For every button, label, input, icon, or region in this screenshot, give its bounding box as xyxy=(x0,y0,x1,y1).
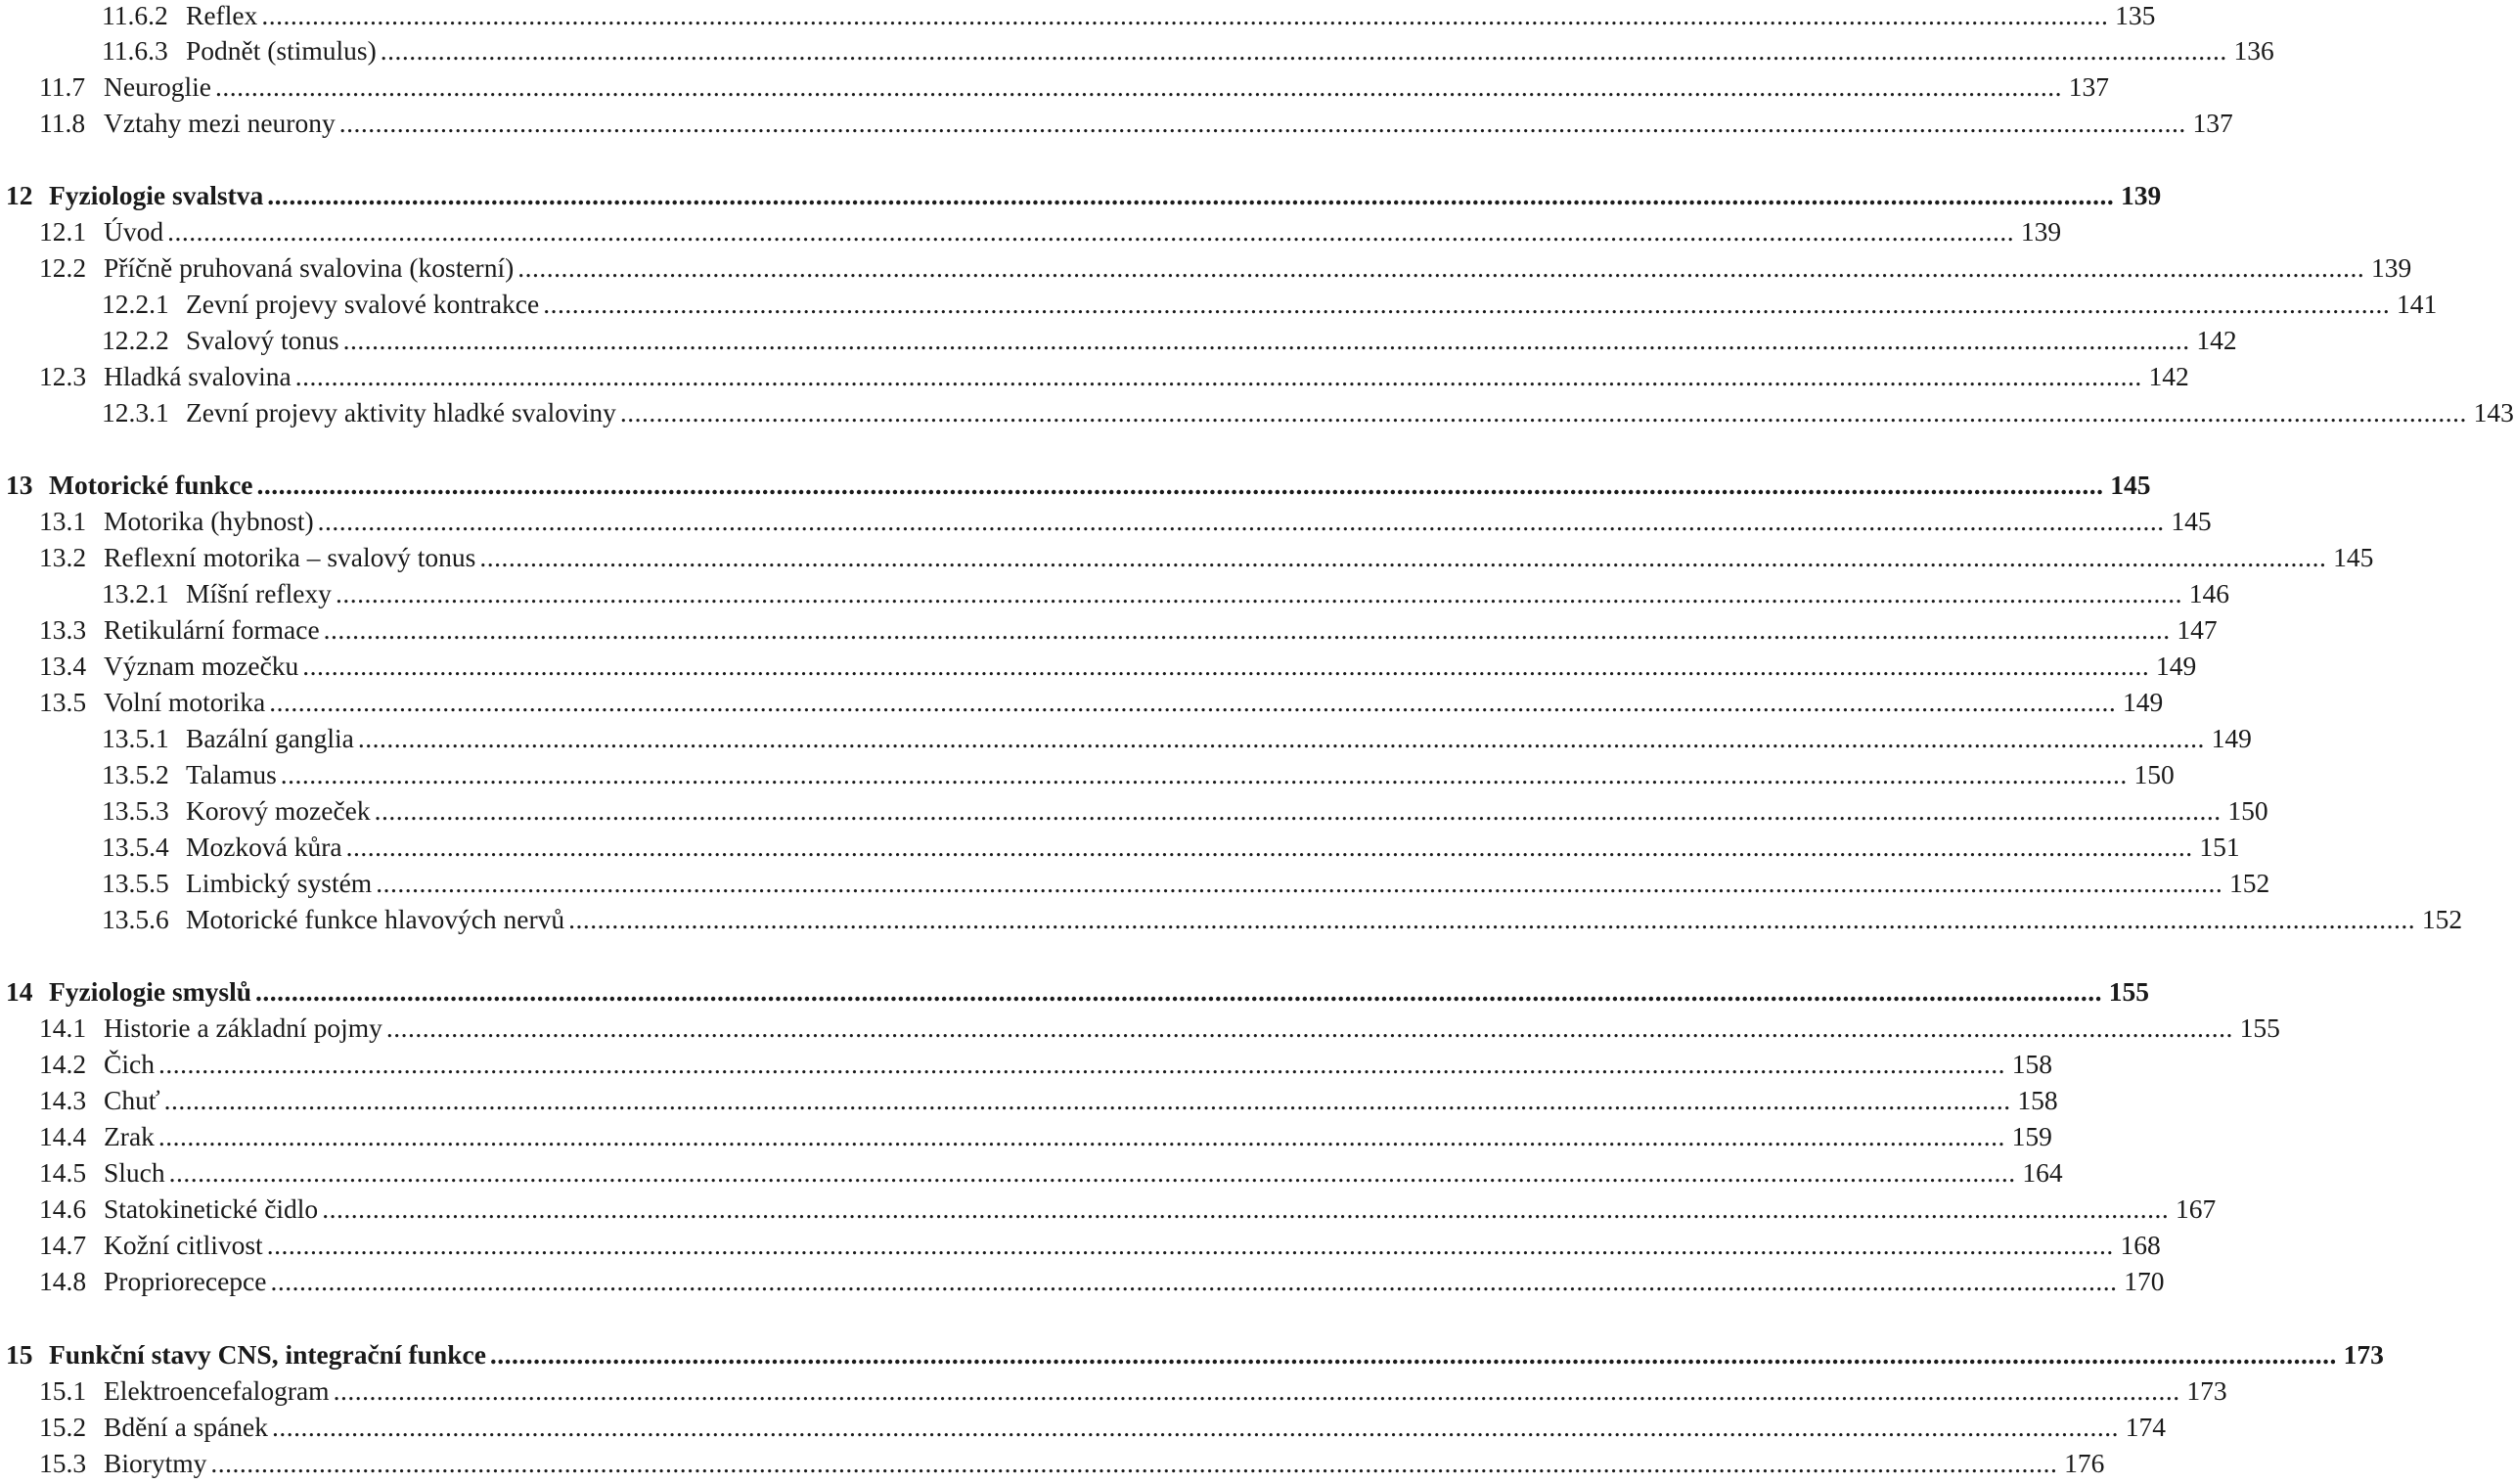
dot-leader xyxy=(255,973,2102,1010)
toc-entry-page: 147 xyxy=(2177,614,2218,645)
toc-section xyxy=(39,213,2062,249)
toc-subsection xyxy=(102,575,2229,611)
toc-entry-page: 136 xyxy=(2233,35,2274,66)
toc-entry-page: 141 xyxy=(2396,289,2438,319)
toc-entry-page: 170 xyxy=(2124,1266,2165,1296)
toc-entry-page: 149 xyxy=(2211,723,2252,753)
toc-subsection xyxy=(102,829,2240,865)
toc-entry-title: Biorytmy xyxy=(104,1448,207,1478)
toc-entry-page: 174 xyxy=(2125,1412,2167,1442)
toc-entry-page: 155 xyxy=(2239,1012,2280,1043)
toc-entry-title: Neuroglie xyxy=(104,71,211,102)
toc-entry-title: Fyziologie svalstva xyxy=(49,180,264,210)
dot-leader xyxy=(386,1010,2233,1046)
toc-entry-number: 12.2 xyxy=(39,252,87,283)
toc-section xyxy=(39,105,2233,141)
toc-entry-page: 145 xyxy=(2110,470,2151,500)
toc-entry-title: Hladká svalovina xyxy=(104,361,292,391)
toc-entry-number: 12.2.2 xyxy=(102,325,169,355)
toc-entry-title: Bazální ganglia xyxy=(186,723,354,753)
toc-entry-number: 14.6 xyxy=(39,1193,87,1224)
toc-entry-title: Funkční stavy CNS, integrační funkce xyxy=(49,1339,486,1370)
toc-entry-number: 13.2 xyxy=(39,542,87,572)
toc-entry-number: 13.5.4 xyxy=(102,832,169,862)
dot-leader xyxy=(543,286,2390,322)
toc-entry-title: Čich xyxy=(104,1049,155,1079)
toc-entry-title: Talamus xyxy=(186,759,277,789)
toc-entry-title: Sluch xyxy=(104,1157,165,1188)
toc-entry-number: 15 xyxy=(6,1339,33,1370)
dot-leader xyxy=(295,358,2142,394)
toc-section xyxy=(39,648,2197,684)
dot-leader xyxy=(568,901,2415,937)
dot-leader xyxy=(322,1191,2169,1227)
toc-entry-page: 173 xyxy=(2343,1339,2384,1370)
toc-section xyxy=(39,1191,2217,1227)
toc-entry-title: Korový mozeček xyxy=(186,795,371,826)
toc-chapter xyxy=(6,177,2162,213)
toc-entry-page: 152 xyxy=(2421,904,2463,934)
toc-entry-page: 168 xyxy=(2120,1230,2161,1260)
dot-leader xyxy=(334,1372,2180,1409)
toc-entry-page: 139 xyxy=(2120,180,2162,210)
toc-entry-page: 155 xyxy=(2108,976,2150,1007)
toc-entry-number: 12.3.1 xyxy=(102,397,169,427)
toc-entry-number: 13 xyxy=(6,470,33,500)
toc-subsection xyxy=(102,792,2268,829)
toc-entry-number: 14.1 xyxy=(39,1012,87,1043)
dot-leader xyxy=(339,105,2186,141)
dot-leader xyxy=(167,213,2014,249)
dot-leader xyxy=(346,829,2193,865)
toc-subsection xyxy=(102,322,2237,358)
toc-entry-number: 14.2 xyxy=(39,1049,87,1079)
toc-entry-page: 158 xyxy=(2017,1085,2058,1115)
dot-leader xyxy=(257,467,2104,503)
dot-leader xyxy=(267,177,2114,213)
dot-leader xyxy=(490,1336,2337,1372)
toc-subsection xyxy=(102,32,2274,68)
dot-leader xyxy=(267,1227,2114,1263)
toc-entry-page: 149 xyxy=(2156,651,2197,681)
toc-entry-page: 158 xyxy=(2011,1049,2052,1079)
toc-section xyxy=(39,539,2374,575)
dot-leader xyxy=(336,575,2182,611)
toc-entry-number: 11.8 xyxy=(39,108,86,138)
toc-entry-number: 13.5.2 xyxy=(102,759,169,789)
toc-section xyxy=(39,1372,2227,1409)
toc-entry-number: 14.3 xyxy=(39,1085,87,1115)
toc-chapter xyxy=(6,973,2150,1010)
toc-subsection xyxy=(102,865,2270,901)
toc-entry-number: 13.5 xyxy=(39,687,87,717)
toc-entry-title: Úvod xyxy=(104,216,164,247)
toc-entry-page: 152 xyxy=(2228,868,2270,898)
toc-entry-number: 14.7 xyxy=(39,1230,87,1260)
dot-leader xyxy=(158,1046,2005,1082)
toc-entry-page: 143 xyxy=(2473,397,2514,427)
toc-entry-number: 13.1 xyxy=(39,506,87,536)
toc-entry-page: 139 xyxy=(2371,252,2412,283)
dot-leader xyxy=(620,394,2467,430)
toc-entry-title: Motorické funkce xyxy=(49,470,253,500)
toc-section xyxy=(39,358,2189,394)
toc-section xyxy=(39,1010,2280,1046)
toc-entry-title: Mozková kůra xyxy=(186,832,342,862)
toc-entry-title: Bdění a spánek xyxy=(104,1412,269,1442)
toc-subsection xyxy=(102,720,2252,756)
dot-leader xyxy=(281,756,2128,792)
dot-leader xyxy=(169,1154,2016,1191)
toc-entry-page: 173 xyxy=(2186,1375,2227,1406)
toc-entry-page: 149 xyxy=(2123,687,2164,717)
dot-leader xyxy=(358,720,2205,756)
toc-entry-title: Volní motorika xyxy=(104,687,266,717)
toc-entry-number: 14.5 xyxy=(39,1157,87,1188)
toc-entry-title: Statokinetické čidlo xyxy=(104,1193,319,1224)
toc-entry-number: 13.5.1 xyxy=(102,723,169,753)
dot-leader xyxy=(164,1082,2011,1118)
dot-leader xyxy=(343,322,2190,358)
toc-entry-page: 145 xyxy=(2171,506,2212,536)
toc-entry-number: 12.2.1 xyxy=(102,289,169,319)
toc-entry-title: Podnět (stimulus) xyxy=(186,35,377,66)
toc-entry-number: 12 xyxy=(6,180,33,210)
toc-entry-page: 150 xyxy=(2227,795,2268,826)
toc-entry-title: Význam mozečku xyxy=(104,651,299,681)
dot-leader xyxy=(272,1409,2119,1445)
toc-entry-title: Historie a základní pojmy xyxy=(104,1012,382,1043)
toc-chapter xyxy=(6,1336,2384,1372)
dot-leader xyxy=(324,611,2171,648)
toc-section xyxy=(39,68,2109,105)
toc-entry-number: 13.5.3 xyxy=(102,795,169,826)
toc-subsection xyxy=(102,394,2514,430)
toc-entry-page: 137 xyxy=(2192,108,2233,138)
toc-entry-number: 14 xyxy=(6,976,33,1007)
toc-section xyxy=(39,1082,2058,1118)
toc-entry-number: 13.4 xyxy=(39,651,87,681)
dot-leader xyxy=(261,0,2108,33)
toc-entry-number: 11.6.2 xyxy=(102,0,168,30)
toc-entry-title: Propriorecepce xyxy=(104,1266,267,1296)
toc-entry-page: 142 xyxy=(2148,361,2189,391)
toc-entry-title: Motorické funkce hlavových nervů xyxy=(186,904,565,934)
toc-section xyxy=(39,611,2218,648)
dot-leader xyxy=(210,1445,2057,1481)
dot-leader xyxy=(270,1263,2117,1299)
toc-entry-title: Reflexní motorika – svalový tonus xyxy=(104,542,476,572)
toc-entry-page: 146 xyxy=(2188,578,2229,608)
dot-leader xyxy=(375,792,2222,829)
toc-entry-number: 12.3 xyxy=(39,361,87,391)
toc-section xyxy=(39,1046,2052,1082)
dot-leader xyxy=(158,1118,2005,1154)
toc-section xyxy=(39,1409,2167,1445)
toc-entry-title: Elektroencefalogram xyxy=(104,1375,330,1406)
toc-entry-number: 15.1 xyxy=(39,1375,87,1406)
dot-leader xyxy=(381,32,2227,68)
toc-entry-page: 137 xyxy=(2068,71,2109,102)
toc-entry-page: 150 xyxy=(2133,759,2175,789)
toc-entry-page: 167 xyxy=(2175,1193,2217,1224)
toc-entry-number: 13.3 xyxy=(39,614,87,645)
toc-section xyxy=(39,1227,2161,1263)
dot-leader xyxy=(302,648,2149,684)
dot-leader xyxy=(479,539,2326,575)
toc-entry-title: Zrak xyxy=(104,1121,155,1151)
toc-entry-number: 15.2 xyxy=(39,1412,87,1442)
toc-entry-title: Limbický systém xyxy=(186,868,373,898)
toc-entry-title: Svalový tonus xyxy=(186,325,339,355)
toc-entry-title: Chuť xyxy=(104,1085,160,1115)
toc-subsection xyxy=(102,901,2463,937)
dot-leader xyxy=(318,503,2165,539)
dot-leader xyxy=(517,249,2364,286)
toc-entry-number: 13.5.6 xyxy=(102,904,169,934)
toc-entry-page: 145 xyxy=(2333,542,2374,572)
toc-subsection xyxy=(102,756,2175,792)
toc-entry-title: Zevní projevy svalové kontrakce xyxy=(186,289,540,319)
dot-leader xyxy=(215,68,2062,105)
dot-leader xyxy=(269,684,2116,720)
toc-section xyxy=(39,1263,2165,1299)
toc-entry-title: Vztahy mezi neurony xyxy=(104,108,336,138)
toc-entry-title: Fyziologie smyslů xyxy=(49,976,252,1007)
toc-entry-number: 13.5.5 xyxy=(102,868,169,898)
toc-entry-title: Míšní reflexy xyxy=(186,578,332,608)
toc-section xyxy=(39,1445,2105,1481)
toc-entry-number: 14.8 xyxy=(39,1266,87,1296)
toc-section xyxy=(39,684,2164,720)
toc-entry-page: 135 xyxy=(2115,0,2156,30)
toc-entry-page: 159 xyxy=(2011,1121,2052,1151)
toc-entry-number: 11.6.3 xyxy=(102,35,168,66)
toc-entry-page: 151 xyxy=(2199,832,2240,862)
toc-subsection xyxy=(102,0,2156,33)
toc-entry-number: 15.3 xyxy=(39,1448,87,1478)
toc-entry-page: 176 xyxy=(2064,1448,2105,1478)
toc-section xyxy=(39,249,2412,286)
toc-section xyxy=(39,1118,2052,1154)
toc-section xyxy=(39,1154,2063,1191)
toc-entry-number: 13.2.1 xyxy=(102,578,169,608)
toc-entry-page: 142 xyxy=(2196,325,2237,355)
toc-entry-title: Reflex xyxy=(186,0,258,30)
toc-entry-title: Zevní projevy aktivity hladké svaloviny xyxy=(186,397,616,427)
toc-entry-title: Příčně pruhovaná svalovina (kosterní) xyxy=(104,252,515,283)
toc-section xyxy=(39,503,2212,539)
toc-chapter xyxy=(6,467,2151,503)
toc-entry-number: 11.7 xyxy=(39,71,86,102)
toc-entry-page: 139 xyxy=(2020,216,2062,247)
toc-entry-title: Retikulární formace xyxy=(104,614,320,645)
toc-entry-number: 12.1 xyxy=(39,216,87,247)
toc-subsection xyxy=(102,286,2438,322)
toc-entry-number: 14.4 xyxy=(39,1121,87,1151)
toc-entry-page: 164 xyxy=(2022,1157,2063,1188)
toc-entry-title: Kožní citlivost xyxy=(104,1230,263,1260)
dot-leader xyxy=(376,865,2222,901)
toc-entry-title: Motorika (hybnost) xyxy=(104,506,314,536)
